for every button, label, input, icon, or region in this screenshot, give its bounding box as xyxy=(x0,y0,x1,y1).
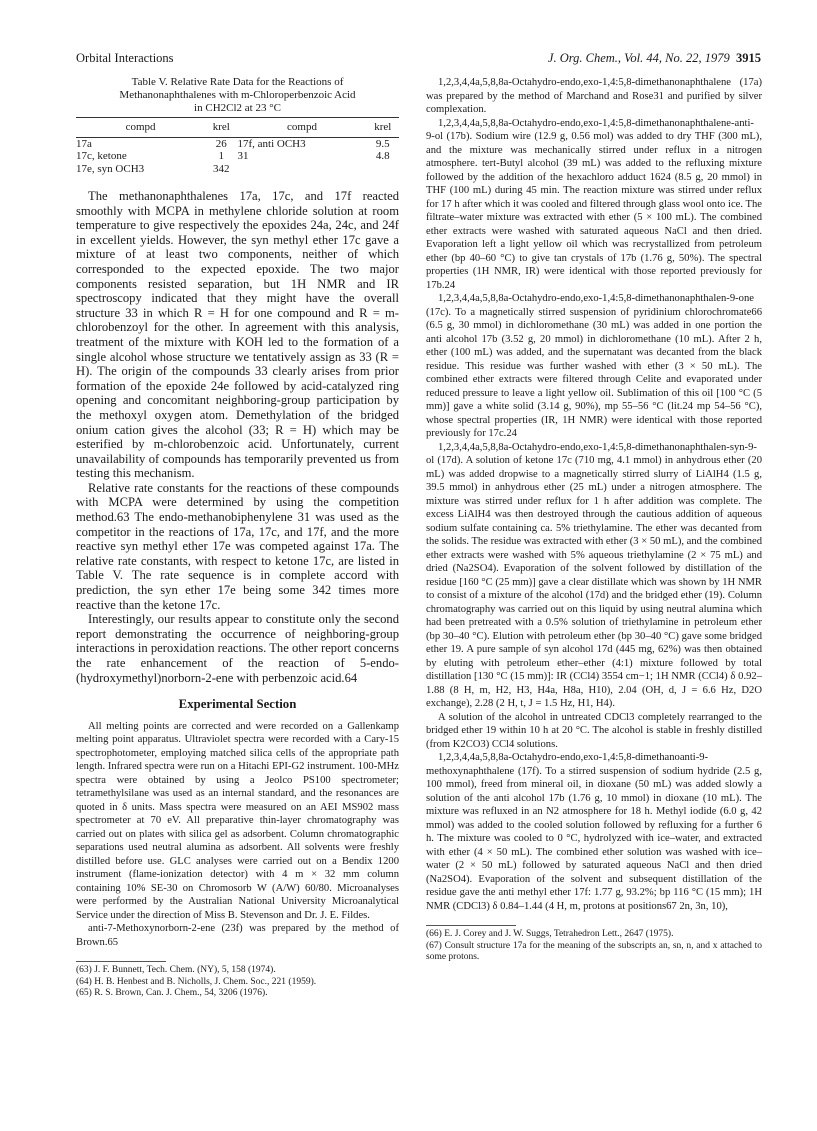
table-cell: 1 xyxy=(218,150,225,162)
table-caption-line: Table V. Relative Rate Data for the Reactions of xyxy=(131,76,344,88)
footnote-divider xyxy=(426,925,516,926)
table-cell: 31 xyxy=(237,150,249,162)
journal-citation: J. Org. Chem., Vol. 44, No. 22, 1979 xyxy=(547,51,730,65)
table-cell xyxy=(367,163,399,176)
table-cell: 17e, syn OCH3 xyxy=(76,162,145,175)
body-paragraph: Interestingly, our results appear to constitute only the second report demonstrating the occurrence of neighboring-group interactions in peroxidation reactions. The other report concerns the rate enhancement of the reaction of 5-endo-(hydroxymethyl)norborn-2-ene with perbenzoic acid.64 xyxy=(76,612,399,685)
page-number: 3915 xyxy=(736,51,761,65)
experimental-paragraph: anti-7-Methoxynorborn-2-ene (23f) was prepared by the method of Brown.65 xyxy=(76,923,399,948)
experimental-paragraph: All melting points are corrected and were recorded on a Gallenkamp melting point apparatus. Ultraviolet spectra were recorded with a Cary-15 spectrophotometer, employing matched silica cells of the appropriate path length. Infrared spectra were run on a Hitachi EPI-G2 instrument. 100-MHz spectra were obtained by using a Jeolco PS100 spectrometer; tetramethylsilane was used as an internal standard, and the resonances are quoted in δ units. Mass spectra were measured on an AEI MS902 mass spectrometer at 70 eV. All preparative thin-layer chromatography was carried out on plates with silica gel as adsorbent. Column chromatographic separations used neutral alumina as adsorbent. All solvents were freshly distilled before use. GLC analyses were carried out on a Bendix 1200 instrument (flame-ionization detector) with 4 m × 32 mm column containing 10% SE-30 on Chromosorb W (A/W) 60/80. Microanalyses were performed by the Australian National University Microanalytical Service under the direction of Miss B. Stevenson and Dr. J. E. Fildes. xyxy=(76,720,399,921)
procedure-paragraph: 1,2,3,4,4a,5,8,8a-Octahydro-endo,exo-1,4:5,8-dimethanonaphthalen-9-one (17c). To a magnetically stirred suspension of pyridinium chlorochromate66 (6.5 g, 30 mmol) in dichloromethane (30 mL) was added in one portion the anti alcohol 17b (3.52 g, 20 mmol) in dichloromethane (10 mL). After 2 h, ether (100 mL) was added, and the supernatant was decanted from the black residue. This residue was further washed with ether (3 × 50 mL). The combined ether extracts were filtered through Celite and evaporated under reduced pressure to leave a light yellow oil. Sublimation of this oil [100 °C (5 mm)] gave a white solid (3.14 g, 90%), mp 55–56 °C (lit.24 mp 54–56 °C), whose spectral properties (IR, 1H NMR) were identical with those reported previously for 17c.24 xyxy=(426,293,762,439)
table-cell: 4.8 xyxy=(375,150,390,162)
body-paragraph: The methanonaphthalenes 17a, 17c, and 17f reacted smoothly with MCPA in methylene chloride solution at room temperature to give respectively the epoxides 24a, 24c, and 24f in excellent yields. However, the syn methyl ether 17c gave a mixture of at least two components, neither of which corresponded to the expected epoxide. The two major components resisted separation, but 1H NMR and IR spectroscopy indicated that they might have the overall structure 33 in which R = H for one compound and R = m-chlorobenzoyl for the other. In agreement with this analysis, treatment of the mixture with KOH led to the formation of a single alcohol whose structure we tentatively assign as 33 (R = H). The origin of the compounds 33 clearly arises from prior formation of the epoxide 24e followed by acid-catalyzed ring opening and concomitant neighboring-group participation by the methoxyl oxygen atom. Demethylation of the bridged onium cation gives the alcohol (33; R = H) which may be esterified by m-chlorobenzoic acid. Unfortunately, current unavailability of compounds has temporarily prevented us from testing this mechanism. xyxy=(76,189,399,481)
table-cell: 17c, ketone xyxy=(76,150,127,162)
table-row xyxy=(76,137,399,150)
section-heading: Experimental Section xyxy=(178,697,297,712)
footnote: (64) H. B. Henbest and B. Nicholls, J. Chem. Soc., 221 (1959). xyxy=(76,976,317,987)
column-header: compd xyxy=(76,118,205,138)
footnote: (63) J. F. Bunnett, Tech. Chem. (NY), 5, 158 (1974). xyxy=(76,965,276,976)
table-cell: 342 xyxy=(213,162,230,175)
table-cell: 17a xyxy=(76,137,92,150)
table-cell: 17f, anti OCH3 xyxy=(237,137,306,150)
table-cell: 9.5 xyxy=(375,137,390,150)
table-caption xyxy=(76,76,399,115)
procedure-paragraph: 1,2,3,4,4a,5,8,8a-Octahydro-endo,exo-1,4:5,8-dimethanonaphthalen-syn-9-ol (17d). A solution of ketone 17c (710 mg, 4.1 mmol) in anhydrous ether (20 mL) was added dropwise to a magnetically stirred slurry of LiAlH4 (1.5 g, 39.5 mmol) in anhydrous ether (25 mL) under a nitrogen atmosphere. The mixture was stirred under reflux for 1 h after addition was complete. The excess LiAlH4 was then destroyed through the cautious addition of aqueous sodium sulfate containing ca. 5% triethylamine. The ether was decanted from the solids. The residue was extracted with ether (3 × 50 mL), and the combined ether extracts were washed with 5% aqueous triethylamine (2 × 75 mL) and dried (Na2SO4). Evaporation of the solvent followed by distillation of the residue [160 °C (25 mm)] gave a clear distillate which was shown by 1H NMR to consist of a mixture of the alcohol (17d) and the bridged ether (19). Column chromatography was carried out on this liquid by using neutral alumina which had been pretreated with a 0.5% solution of triethylamine in petroleum ether (bp 30–40 °C). Elution with petroleum ether (bp 30–40 °C) gave some bridged ether 19. A pure sample of syn alcohol 17d (445 mg, 62%) was then obtained by eluting with petroleum ether–ether (4:1) mixture followed by total distillation [130 °C (15 mm)]: IR (CCl4) 3554 cm−1; 1H NMR (CCl4) δ 0.92–1.88 (8 H, m, H2, H3, H4a, H8a, H10), 2.04 (OH, d, J = 6.6 Hz, D2O exchange), 2.28 (2 H, t, J = 1.5 Hz, H1, H4). xyxy=(426,441,762,709)
procedure-paragraph: 1,2,3,4,4a,5,8,8a-Octahydro-endo,exo-1,4:5,8-dimethanoanti-9-methoxynaphthalene (17f). To a stirred suspension of sodium hydride (2.5 g, 100 mmol), freed from mineral oil, in dioxane (50 mL) was added slowly a solution of the anti alcohol 17b (1.76 g, 10 mmol) in dioxane (10 mL). The mixture was refluxed in an N2 atmosphere for 18 h. Methyl iodide (6.0 g, 42 mmol) was added to the cooled solution followed by refluxing for a further 6 h. The mixture was cooled to 0 °C, hydrolyzed with ice–water, and extracted with ether (4 × 50 mL). The combined ether solution was washed with ice–water (2 × 50 mL) followed by saturated aqueous NaCl and then dried (Na2SO4). Evaporation of the solvent and subsequent distillation of the residue gave the anti methyl ether 17f: 1.77 g, 93.2%; bp 116 °C (15 mm); 1H NMR (CDCl3) δ 0.84–1.44 (4 H, m, protons at positions67 2n, 3n, 10), xyxy=(426,752,762,912)
table-row xyxy=(76,163,399,176)
table-cell xyxy=(237,163,366,176)
right-column xyxy=(426,76,762,964)
footnote: (65) R. S. Brown, Can. J. Chem., 54, 3206 (1976). xyxy=(76,988,268,999)
table-caption-line: Methanonaphthalenes with m-Chloroperbenzoic Acid xyxy=(119,89,356,101)
footnote: (67) Consult structure 17a for the meaning of the subscripts an, sn, n, and x attached to some protons. xyxy=(426,940,762,963)
column-header: krel xyxy=(205,118,237,138)
table-header-row xyxy=(76,118,399,138)
running-header-left: Orbital Interactions xyxy=(76,51,174,65)
column-header: compd xyxy=(237,118,366,138)
body-paragraph: Relative rate constants for the reactions of these compounds with MCPA were determined by using the competition method.63 The endo-methanobiphenylene 31 was used as the competitor in the reactions of 17a, 17c, and 17f, and the more reactive syn methyl ether 17e was competed against 17a. The relative rate constants, with respect to ketone 17c, are listed in Table V. The rate sequence is in complete accord with prediction, the syn ether 17e being some 342 times more reactive than the ketone 17c. xyxy=(76,480,399,612)
table-cell: 26 xyxy=(215,137,227,150)
table-caption-line: in CH2Cl2 at 23 °C xyxy=(194,102,281,114)
procedure-paragraph: 1,2,3,4,4a,5,8,8a-Octahydro-endo,exo-1,4:5,8-dimethanonaphthalene-anti-9-ol (17b). Sodium wire (12.9 g, 0.56 mol) was added to dry THF (300 mL), and the mixture was mechanically stirred under reflux in a nitrogen atmosphere. tert-Butyl alcohol (39 mL) was added to the refluxing mixture followed by the addition of the hexachloro adduct 1624 (8.5 g, 20 mmol) in THF (100 mL) during 45 min. The reaction mixture was stirred under reflux for 17 h after which it was cooled and filtered through glass wool onto ice. The filtrate–water mixture was extracted with ether (5 × 100 mL). The combined ether extracts were washed with saturated aqueous NaCl and then dried. Evaporation left a light yellow oil which was recrystallized from petroleum ether (bp 40–60 °C) to give tan crystals of 17b (1.76 g, 50%). The spectral properties (1H NMR, IR) were identical with those reported previously for 17b.24 xyxy=(426,117,762,291)
footnote-divider xyxy=(76,961,166,962)
procedure-paragraph: A solution of the alcohol in untreated CDCl3 completely rearranged to the bridged ether 19 within 10 h at 20 °C. The alcohol is stable in freshly distilled (from K2CO3) CCl4 solutions. xyxy=(426,711,762,750)
procedure-paragraph: 1,2,3,4,4a,5,8,8a-Octahydro-endo,exo-1,4:5,8-dimethanonaphthalene (17a) was prepared by the method of Marchand and Rose31 and purified by silver complexation. xyxy=(426,77,762,115)
rate-table xyxy=(76,117,399,175)
footnote: (66) E. J. Corey and J. W. Suggs, Tetrahedron Lett., 2647 (1975). xyxy=(426,929,674,939)
column-header: krel xyxy=(367,118,399,138)
running-header-right xyxy=(548,51,761,66)
table-row xyxy=(76,150,399,163)
left-column xyxy=(76,76,399,1000)
